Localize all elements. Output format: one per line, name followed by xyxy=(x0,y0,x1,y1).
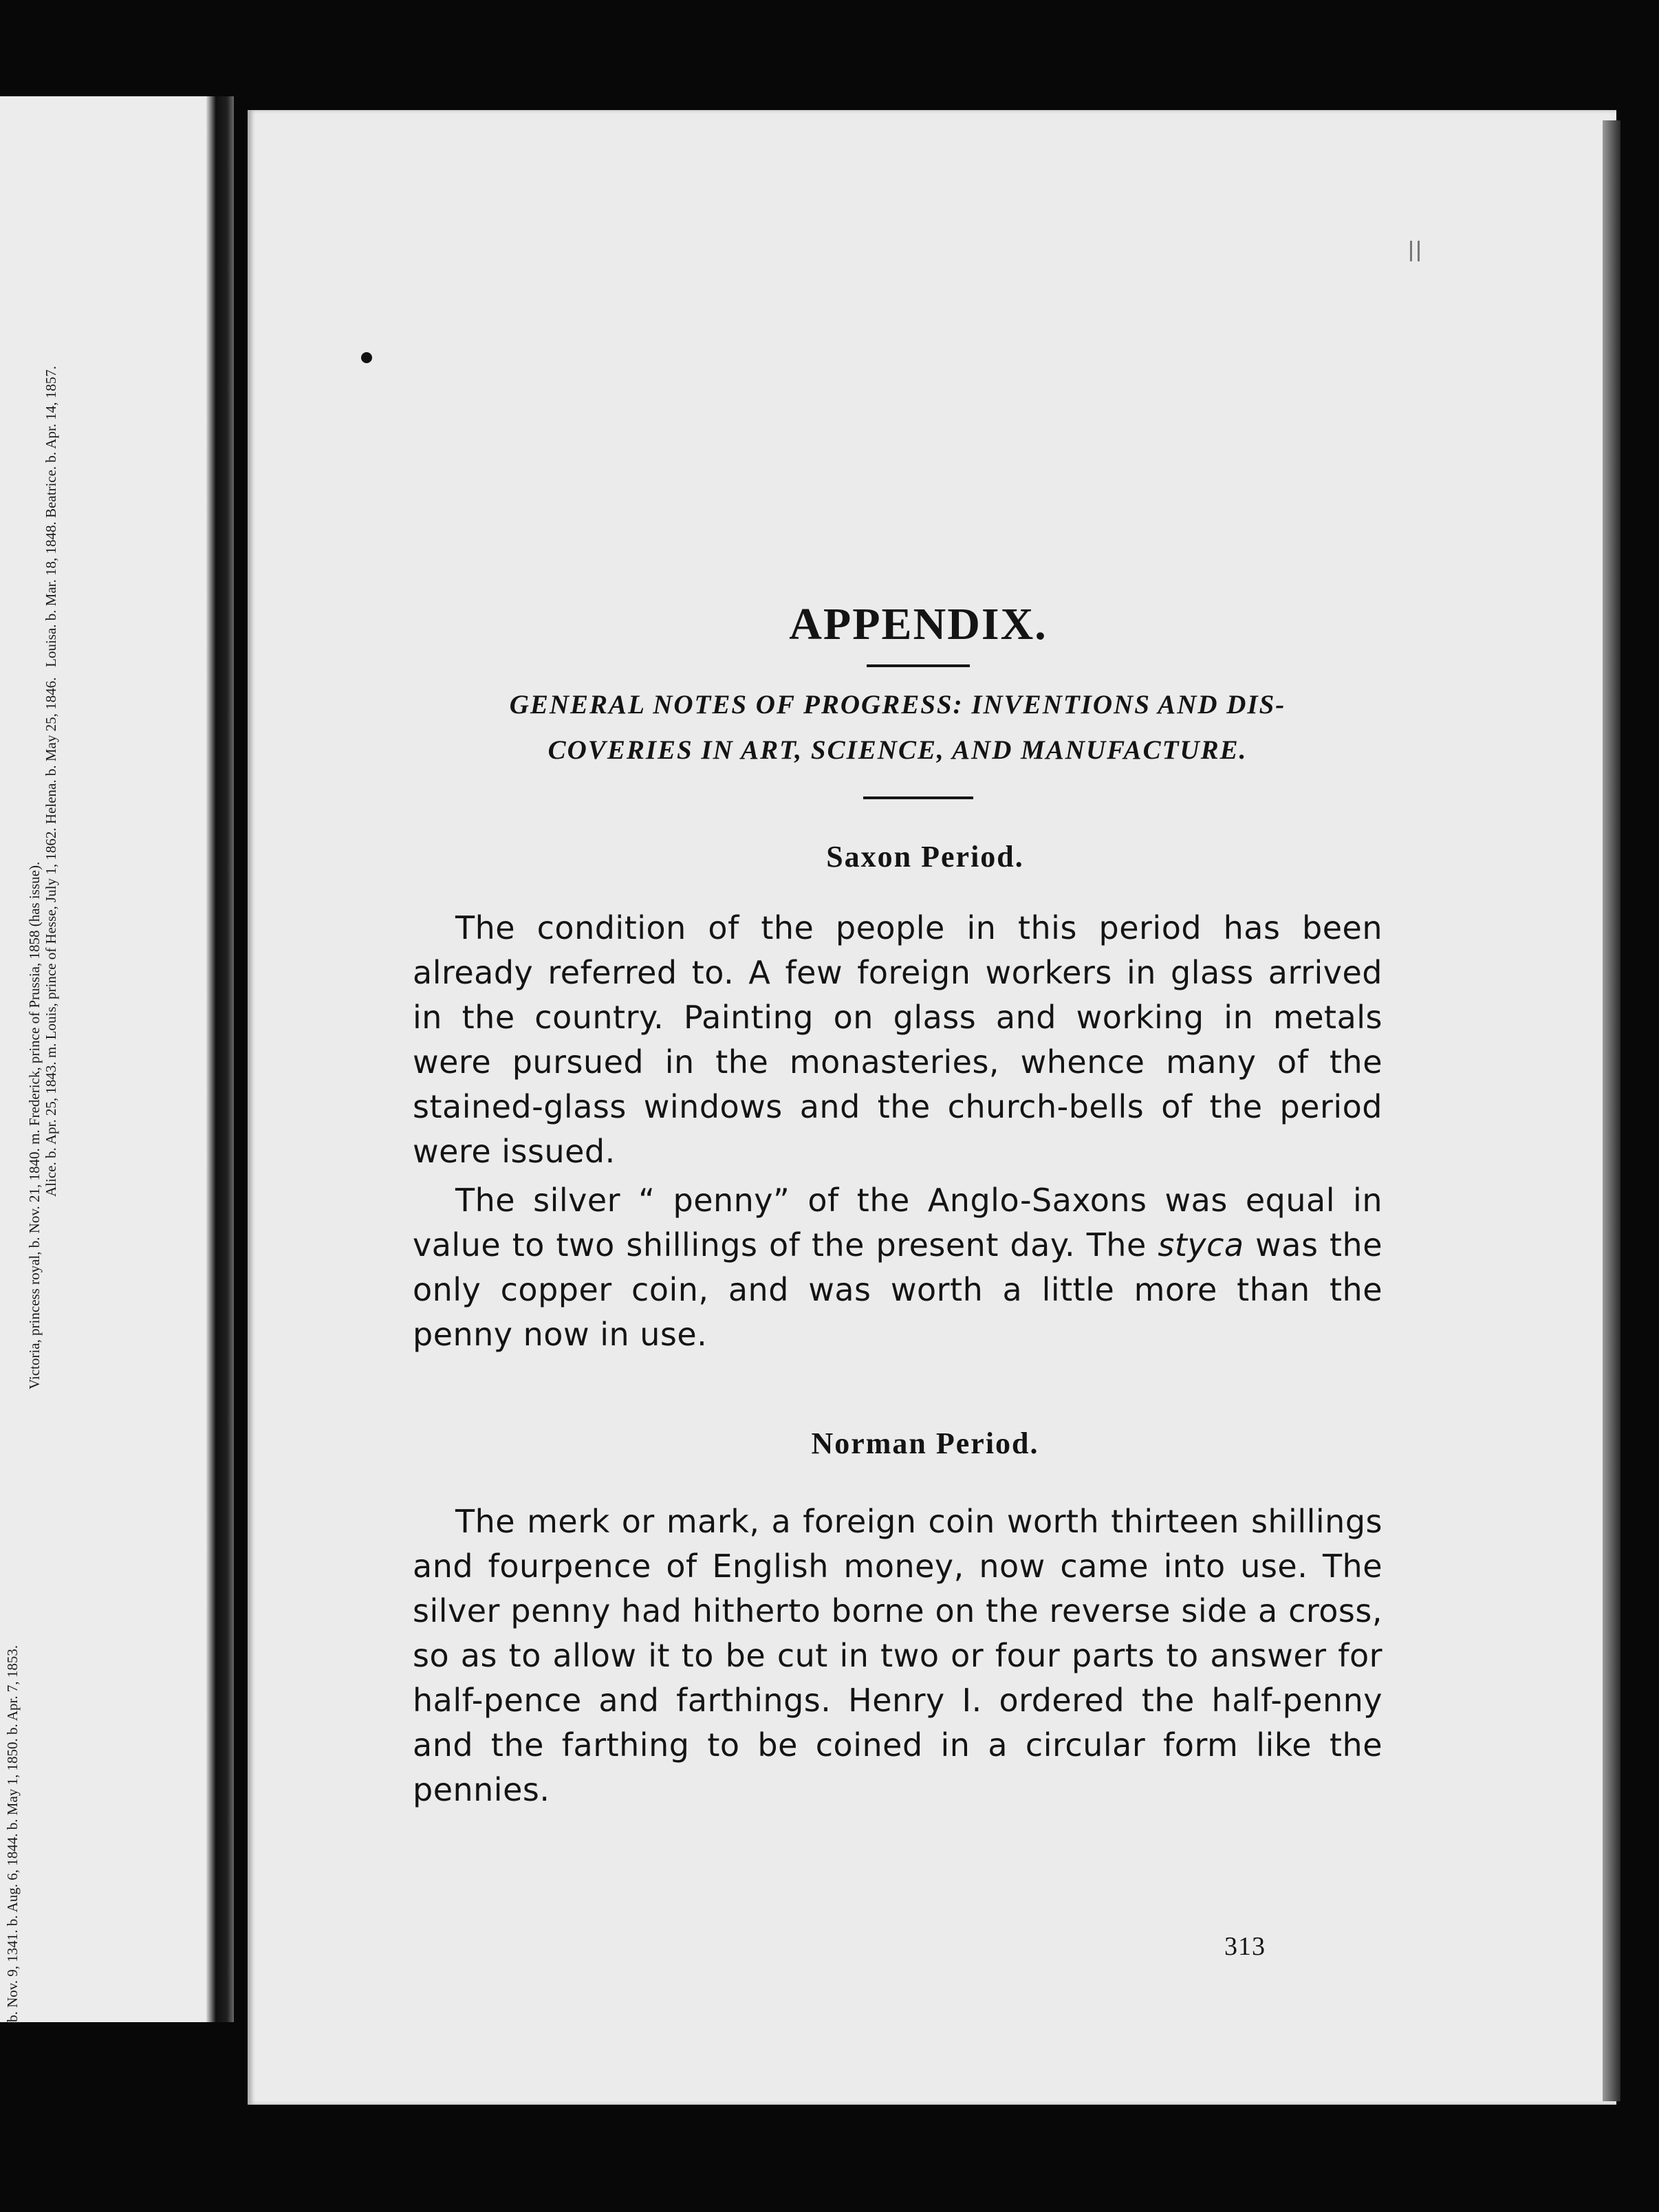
book-gutter xyxy=(206,96,234,2022)
saxon-paragraph-2-text: The silver “ penny” of the Anglo-Saxons was equal in value to two shillings of the present day. The xyxy=(413,1182,1382,1264)
left-page-text-column: Victoria, princess royal, b. Nov. 21, 1840. m. Frederick, prince of Prussia, 1858 (has issue). xyxy=(26,861,43,1389)
ink-dot xyxy=(361,352,372,363)
norman-paragraph: The merk or mark, a foreign coin worth thirteen shillings and fourpence of English money, now came into use. The silver penny had hitherto borne on the reverse side a cross, so as to allow it to be cut in two or four parts to answer for half-pence and farthings. Henry I. ordered the half-penny and the farthing to be coined in a circular form like the pennies. xyxy=(413,1503,1382,1808)
saxon-period-heading: Saxon Period. xyxy=(826,840,1024,874)
subtitle-line-2: COVERIES IN ART, SCIENCE, AND MANUFACTURE. xyxy=(547,735,1248,765)
saxon-paragraph-1: The condition of the people in this period has been already referred to. A few foreign workers in glass arrived in the country. Painting on glass and working in metals were pursued in the monasteries, whence many of the stained-glass windows and the church-bells of the period were issued. xyxy=(413,909,1382,1170)
subtitle-line-1: GENERAL NOTES OF PROGRESS: INVENTIONS AND DIS- xyxy=(509,690,1286,719)
subtitle-rule xyxy=(863,796,973,799)
page-number: 313 xyxy=(1224,1932,1266,1961)
left-page-text-column: Alice. b. Apr. 25, 1843. m. Louis, prince of Hesse, July 1, 1862. Helena. b. May 25, 1846. xyxy=(43,677,59,1197)
page-title: APPENDIX. xyxy=(789,599,1048,649)
title-rule xyxy=(867,664,970,667)
page-content xyxy=(413,598,1382,1812)
left-page-text-column: b. Nov. 9, 1341. b. Aug. 6, 1844. b. May 1, 1850. b. Apr. 7, 1853. xyxy=(4,1645,21,2022)
saxon-paragraph-2-text-end: was the only copper coin, and was worth a little more than the penny now in use. xyxy=(413,1226,1383,1353)
styca-term: styca xyxy=(1158,1226,1244,1264)
page-edge xyxy=(1603,120,1620,2101)
left-page-text-column: Louisa. b. Mar. 18, 1848. Beatrice. b. Apr. 14, 1857. xyxy=(43,365,59,667)
left-page xyxy=(0,96,206,2022)
bleed-through-mark xyxy=(1410,241,1420,261)
section-subtitle xyxy=(413,682,1382,773)
norman-period-heading: Norman Period. xyxy=(811,1427,1039,1460)
saxon-paragraph-2 xyxy=(413,1178,1382,1357)
